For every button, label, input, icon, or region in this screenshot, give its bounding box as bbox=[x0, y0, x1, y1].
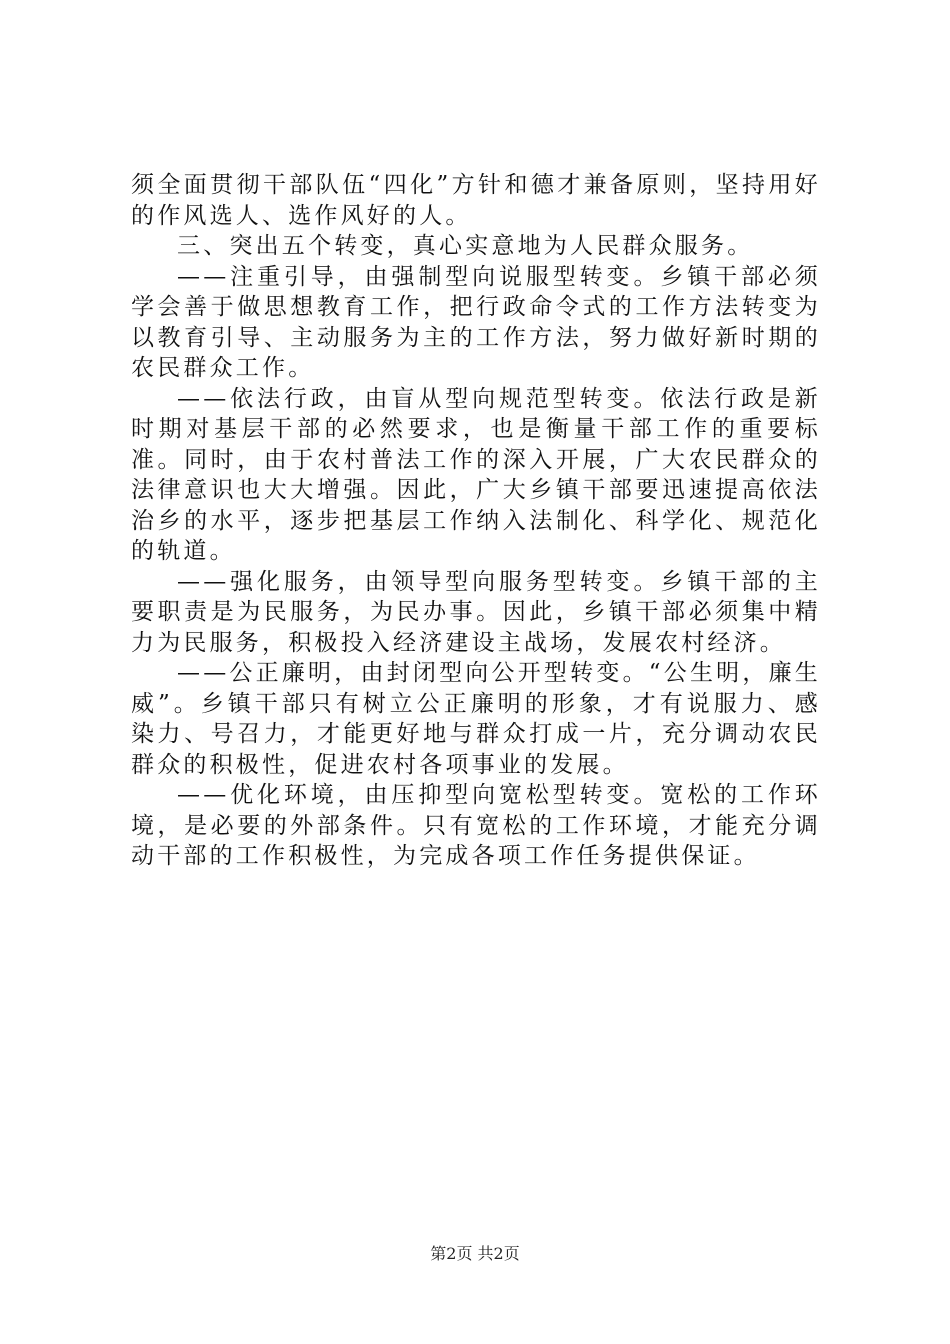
paragraph-integrity: ——公正廉明，由封闭型向公开型转变。“公生明，廉生威”。乡镇干部只有树立公正廉明的形象，才有说服力、感染力、号召力，才能更好地与群众打成一片，充分调动农民群众的积极性，促进农村各项事业的发展。 bbox=[131, 660, 821, 778]
paragraph-continuation: 须全面贯彻干部队伍“四化”方针和德才兼备原则，坚持用好的作风选人、选作风好的人。 bbox=[131, 172, 821, 229]
paragraph-environment: ——优化环境，由压抑型向宽松型转变。宽松的工作环境，是必要的外部条件。只有宽松的工作环境，才能充分调动干部的工作积极性，为完成各项工作任务提供保证。 bbox=[131, 782, 821, 869]
section-heading: 三、突出五个转变，真心实意地为人民群众服务。 bbox=[177, 233, 754, 259]
paragraph-service: ——强化服务，由领导型向服务型转变。乡镇干部的主要职责是为民服务，为民办事。因此，乡镇干部必须集中精力为民服务，积极投入经济建设主战场，发展农村经济。 bbox=[131, 568, 821, 656]
page-number-footer: 第2页 共2页 bbox=[430, 1244, 520, 1263]
paragraph-rule-of-law: ——依法行政，由盲从型向规范型转变。依法行政是新时期对基层干部的必然要求，也是衡量干部工作的重要标准。同时，由于农村普法工作的深入开展，广大农民群众的法律意识也大大增强。因此，广大乡镇干部要迅速提高依法治乡的水平，逐步把基层工作纳入法制化、科学化、规范化的轨道。 bbox=[131, 385, 821, 564]
paragraph-guidance: ——注重引导，由强制型向说服型转变。乡镇干部必须学会善于做思想教育工作，把行政命令式的工作方法转变为以教育引导、主动服务为主的工作方法，努力做好新时期的农民群众工作。 bbox=[131, 263, 821, 381]
document-body bbox=[131, 170, 821, 872]
